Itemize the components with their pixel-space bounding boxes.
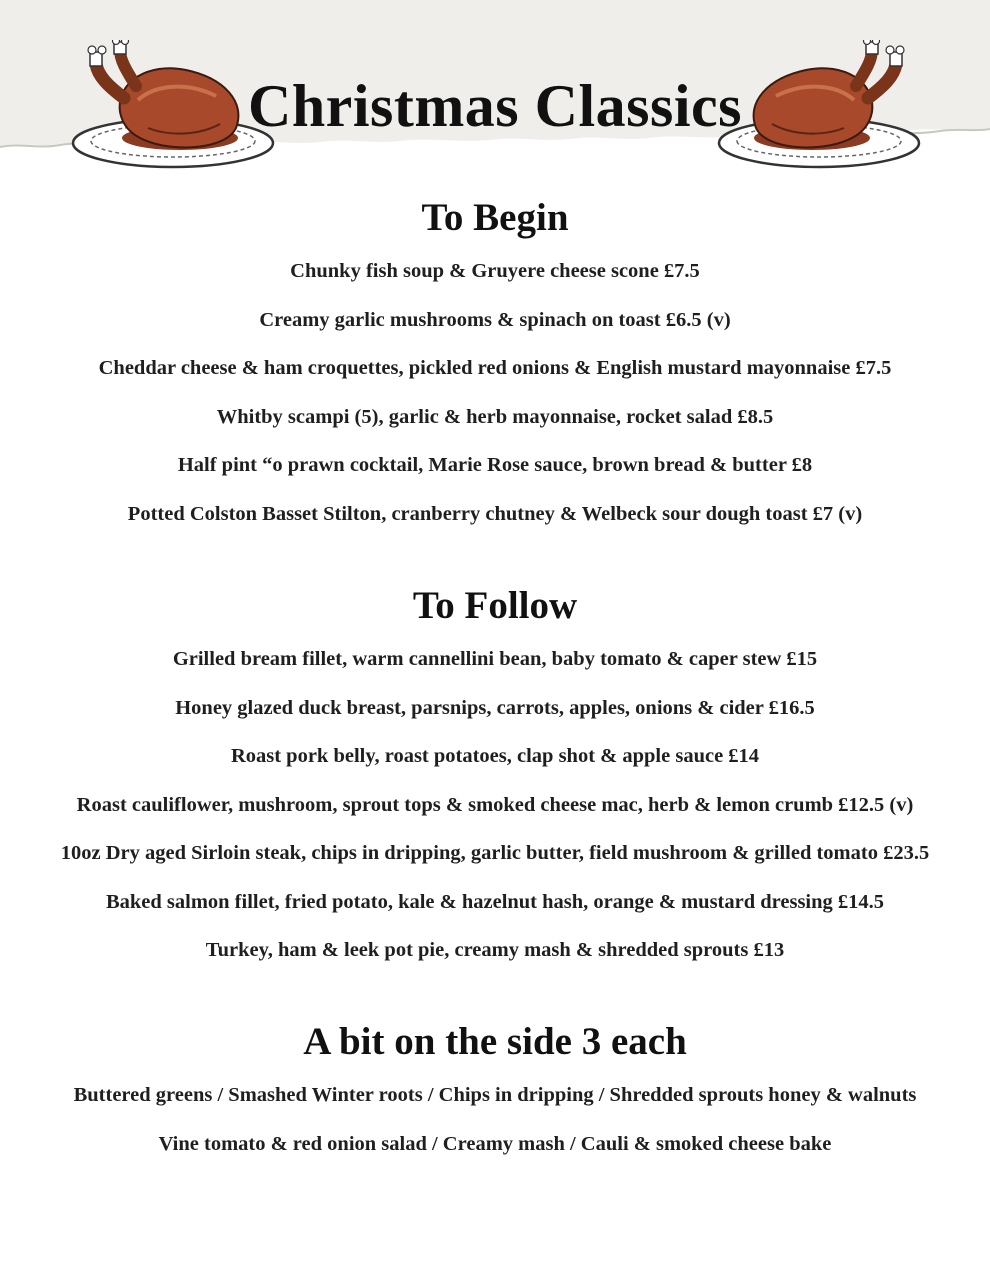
menu-item-list: [0, 635, 990, 975]
menu-item: Creamy garlic mushrooms & spinach on toast £6.5 (v): [259, 308, 731, 331]
menu-item: Buttered greens / Smashed Winter roots / Chips in dripping / Shredded sprouts honey & walnuts: [73, 1084, 917, 1106]
menu-item: Cheddar cheese & ham croquettes, pickled red onions & English mustard mayonnaise £7.5: [98, 357, 892, 379]
section-sides: [0, 1017, 990, 1168]
section-to-begin: [0, 193, 990, 538]
menu-item: Roast pork belly, roast potatoes, clap shot & apple sauce £14: [230, 745, 760, 767]
menu-item: Chunky fish soup & Gruyere cheese scone £7.5: [290, 260, 700, 282]
menu-item: 10oz Dry aged Sirloin steak, chips in dripping, garlic butter, field mushroom & grilled tomato £23.5: [60, 842, 930, 864]
menu-item: Roast cauliflower, mushroom, sprout tops & smoked cheese mac, herb & lemon crumb £12.5 (v): [76, 793, 914, 816]
menu-item: Potted Colston Basset Stilton, cranberry chutney & Welbeck sour dough toast £7 (v): [127, 502, 863, 525]
menu-item: Baked salmon fillet, fried potato, kale & hazelnut hash, orange & mustard dressing £14.5: [105, 890, 885, 913]
section-to-follow: [0, 581, 990, 975]
menu-item: Honey glazed duck breast, parsnips, carrots, apples, onions & cider £16.5: [175, 696, 815, 719]
section-heading: To Follow: [412, 584, 578, 627]
section-heading: To Begin: [421, 196, 569, 239]
menu-item-list: [0, 247, 990, 538]
menu-item: Whitby scampi (5), garlic & herb mayonnaise, rocket salad £8.5: [216, 405, 774, 428]
menu-item: Turkey, ham & leek pot pie, creamy mash & shredded sprouts £13: [205, 939, 785, 961]
page-title: Christmas Classics: [247, 73, 742, 140]
menu-item: Grilled bream fillet, warm cannellini bean, baby tomato & caper stew £15: [172, 648, 818, 670]
section-heading: A bit on the side 3 each: [303, 1020, 687, 1063]
menu-item: Half pint “o prawn cocktail, Marie Rose sauce, brown bread & butter £8: [177, 454, 813, 476]
menu-item-list: [0, 1071, 990, 1168]
header-banner: [0, 0, 990, 175]
menu-item: Vine tomato & red onion salad / Creamy mash / Cauli & smoked cheese bake: [158, 1132, 832, 1155]
